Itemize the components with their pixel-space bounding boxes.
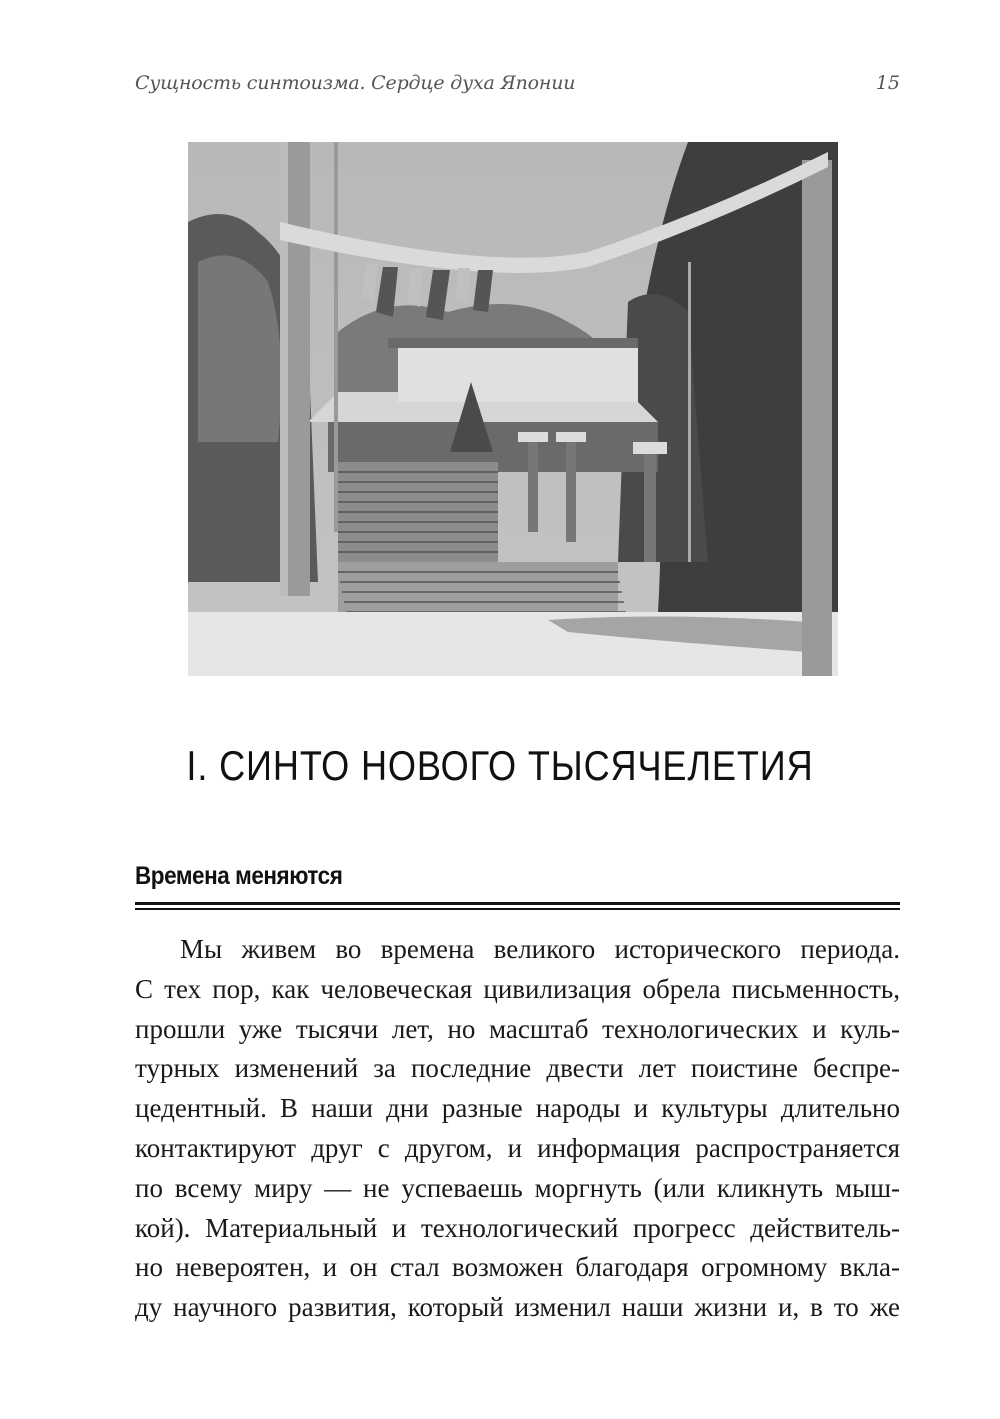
section-rule-thin [135,908,900,910]
shrine-photo-illustration [188,142,838,676]
running-head-title: Сущность синтоизма. Сердце духа Японии [135,72,576,94]
section-rule-thick [135,902,900,905]
page-number: 15 [875,72,900,94]
body-line: кой). Материальный и технологический прогресс действитель- [135,1212,900,1243]
body-paragraph [135,930,900,1328]
body-line: прошли уже тысячи лет, но масштаб технологических и куль- [135,1013,900,1044]
body-line: С тех пор, как человеческая цивилизация обрела письменность, [135,973,900,1004]
body-line: но невероятен, и он стал возможен благодаря огромному вкла- [135,1252,900,1283]
body-line: контактируют друг с другом, и информация распространяется [135,1132,900,1163]
running-head [135,72,900,102]
shrine-photo [188,142,838,676]
section-title: Времена меняются [135,862,343,890]
body-line: цедентный. В наши дни разные народы и культуры длительно [135,1093,900,1124]
body-line: турных изменений за последние двести лет поистине беспре- [135,1053,900,1084]
body-line: ду научного развития, который изменил наши жизни и, в то же [135,1292,900,1323]
chapter-title: I. СИНТО НОВОГО ТЫСЯЧЕЛЕТИЯ [186,742,814,789]
body-line: по всему миру — не успеваешь моргнуть (или кликнуть мыш- [135,1172,900,1203]
body-line: Мы живем во времена великого исторического периода. [180,934,900,964]
